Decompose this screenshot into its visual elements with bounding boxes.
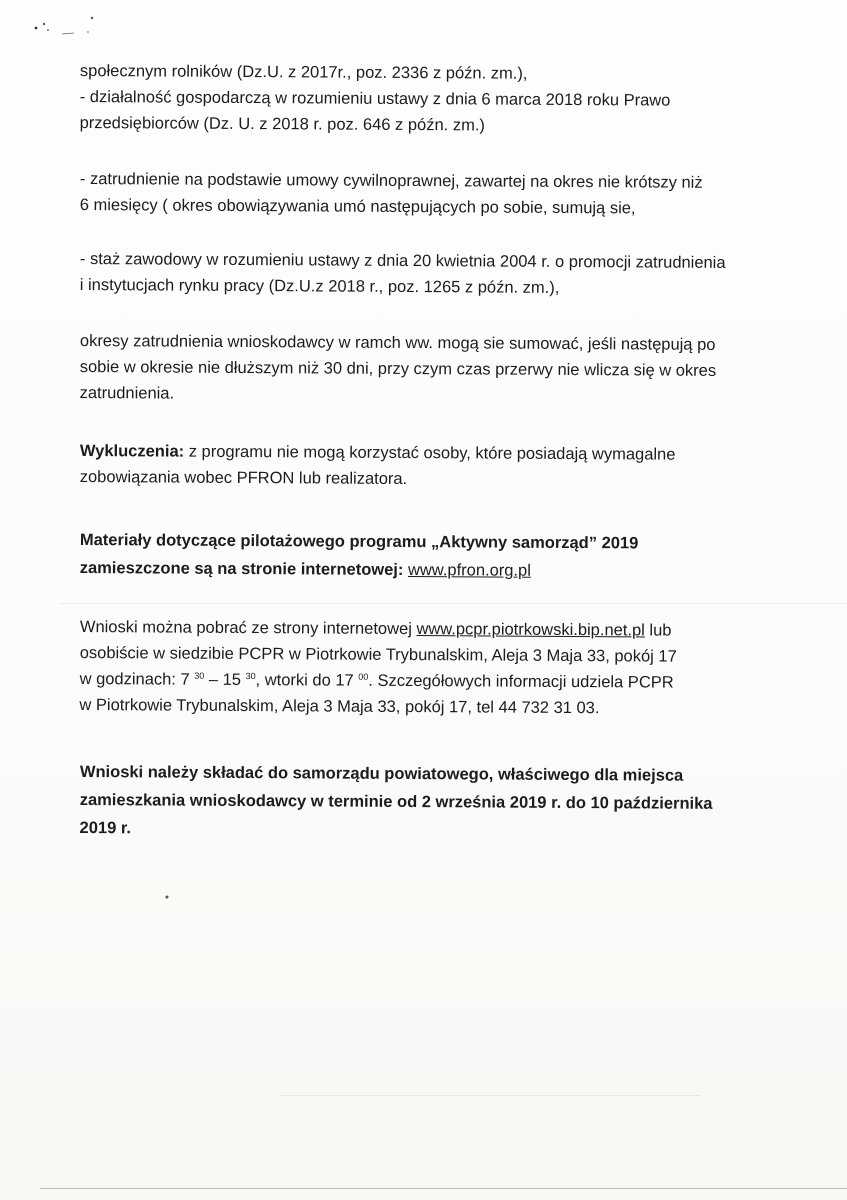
applications-text: Wnioski można pobrać ze strony internetowej: [79, 617, 417, 639]
exclusions-label: Wykluczenia:: [79, 441, 185, 461]
text-line: 2019 r.: [79, 818, 132, 838]
text-line: sobie w okresie nie dłuższym niż 30 dni, przy czym czas przerwy nie wlicza się w okres: [79, 357, 717, 380]
paper-fold-line: [60, 603, 847, 604]
text-line: - staż zawodowy w rozumieniu ustawy z dnia 20 kwietnia 2004 r. o promocji zatrudnienia: [79, 249, 726, 272]
civil-contract-block: [80, 166, 780, 222]
eligibility-continued-block: [80, 58, 780, 140]
text-line: społecznym rolników (Dz.U. z 2017r., poz. 2336 z późn. zm.),: [79, 61, 528, 83]
pcpr-website-link[interactable]: www.pcpr.piotrkowski.bip.net.pl: [416, 620, 645, 640]
text-line: [80, 554, 780, 586]
applications-block: [79, 614, 780, 722]
text-line: zatrudnienia.: [79, 383, 175, 403]
text-line: - działalność gospodarczą w rozumieniu ustawy z dnia 6 marca 2018 roku Prawo: [79, 87, 671, 110]
hours-minutes: 30: [194, 670, 205, 681]
text-line: przedsiębiorców (Dz. U. z 2018 r. poz. 646 z późn. zm.): [79, 113, 485, 135]
hours-text: , wtorki do 17: [255, 671, 359, 690]
exclusions-block: [80, 438, 780, 494]
deadline-block: [79, 758, 780, 846]
hours-text: w godzinach: 7: [79, 669, 195, 689]
scan-edge-line: [40, 1188, 847, 1189]
text-line: osobiście w siedzibie PCPR w Piotrkowie Trybunalskim, Aleja 3 Maja 33, pokój 17: [79, 643, 677, 666]
hours-minutes: 00: [358, 671, 369, 682]
text-line: 6 miesięcy ( okres obowiązywania umó następujących po sobie, sumują sie,: [79, 195, 636, 218]
text-line: okresy zatrudnienia wnioskodawcy w ramch ww. mogą sie sumować, jeśli następują po: [79, 331, 716, 354]
applications-text: lub: [644, 621, 672, 640]
pfron-website-link[interactable]: www.pfron.org.pl: [407, 561, 531, 580]
exclusions-text: z programu nie mogą korzystać osoby, które posiadają wymagalne: [184, 442, 676, 464]
text-line: zobowiązania wobec PFRON lub realizatora.: [79, 467, 408, 488]
text-line: Wnioski należy składać do samorządu powiatowego, właściwego dla miejsca: [79, 762, 684, 785]
scan-specks-decoration: [30, 12, 100, 40]
materials-block: [80, 526, 780, 586]
hours-minutes: 30: [245, 671, 256, 682]
text-line: zamieszkania wnioskodawcy w terminie od 2 września 2019 r. do 10 października: [79, 790, 713, 813]
text-line: w Piotrkowie Trybunalskim, Aleja 3 Maja 33, pokój 17, tel 44 732 31 03.: [79, 695, 600, 718]
materials-text: zamieszczone są na stronie internetowej:: [79, 558, 409, 580]
employment-periods-block: [80, 328, 780, 410]
hours-text: . Szczegółowych informacji udziela PCPR: [368, 671, 674, 692]
hours-text: – 15: [204, 670, 246, 690]
scan-dot-decoration: [164, 894, 170, 900]
paper-fold-line: [280, 1095, 700, 1096]
text-line: i instytucjach rynku pracy (Dz.U.z 2018 r., poz. 1265 z późn. zm.),: [79, 275, 560, 297]
text-line: - zatrudnienie na podstawie umowy cywilnoprawnej, zawartej na okres nie krótszy niż: [79, 169, 703, 192]
text-line: Materiały dotyczące pilotażowego programu „Aktywny samorząd” 2019: [79, 530, 639, 553]
internship-block: [80, 246, 780, 302]
